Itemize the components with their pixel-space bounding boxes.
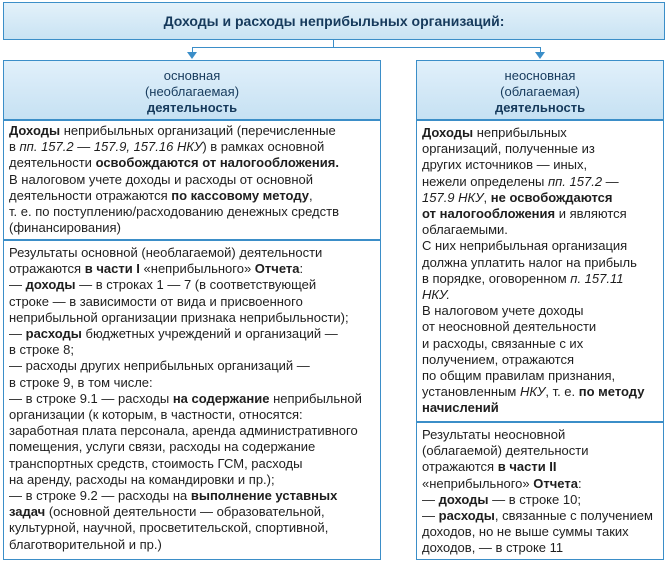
arrow-right [535,52,545,59]
text-segment: пп. 157.2 — 157.9, 157.16 НКУ [19,139,203,155]
arrow-left [187,52,197,59]
text-line [422,190,658,206]
text-segment: освобождаются от налогообложения. [95,155,339,171]
text-line [9,537,375,553]
text-segment: С них неприбыльная организация [422,238,628,254]
text-segment: должна уплатить налог на прибыль [422,254,637,270]
text-segment: от налогообложения [422,206,556,222]
text-segment: установленным [422,384,520,400]
text-line [9,472,375,488]
text-line [422,125,658,141]
text-line [422,368,658,384]
text-line [422,222,658,238]
text-line [422,400,658,416]
text-segment: в строке 9, в том числе: [9,374,153,390]
text-segment: и расходы, связанные с их [422,335,584,351]
text-segment: (облагаемая) [500,84,580,99]
text-line [9,391,375,407]
text-line [422,476,658,492]
text-segment: неприбыльных [473,125,567,140]
text-line [9,358,375,374]
text-line [9,155,375,171]
text-segment: — в строках 1 — 7 (в соответствующей [75,277,317,293]
diagram-title [3,2,665,40]
text-segment: нежели определены [422,173,548,189]
text-segment: — [422,491,439,507]
text-segment: : [299,261,304,277]
text-line [9,423,375,439]
text-segment: , [483,189,491,205]
text-line [9,342,375,358]
text-segment: организации (к которым, в частности, относятся: [9,407,303,423]
text-segment: неприбыльной организации признака неприбыльности); [9,309,349,325]
text-line [422,174,658,190]
text-segment: пп. 157.2 — [548,173,619,189]
text-line [9,504,375,520]
text-segment: : [577,475,582,491]
text-segment: деятельности [9,155,96,171]
text-segment: получением, отражаются [422,351,575,367]
text-segment: — в строке 9.2 — расходы на [9,488,191,504]
text-segment: в порядке, оговоренном [422,270,571,286]
text-segment: в части I [84,261,140,277]
text-line [422,319,658,335]
text-line [422,271,658,287]
text-segment: , [308,187,313,203]
text-line [9,139,375,155]
text-segment: по кассовому методу [171,187,309,203]
text-segment: в [9,139,20,155]
text-line [9,261,375,277]
text-segment: расходы [438,508,495,524]
text-line [422,287,658,303]
text-segment: Доходы и расходы неприбыльных организаций: [163,13,505,29]
text-segment: бюджетных учреждений и организаций — [81,326,338,342]
text-segment: по методу [578,384,645,400]
connector-horizontal [192,47,540,48]
text-line [9,172,375,188]
text-line [9,220,375,236]
text-segment: «неприбыльного» [422,475,534,491]
text-segment: — [9,277,26,293]
text-segment: выполнение уставных [190,488,338,504]
text-segment: Результаты основной (необлагаемой) деятельности [9,245,323,260]
secondary-activity-report-box [416,422,664,560]
text-segment: неприбыльной [269,390,362,406]
text-line [9,375,375,391]
text-segment: Результаты неосновной [422,427,566,442]
text-segment: и являются [555,206,627,222]
text-segment: 157.9 НКУ [422,189,484,205]
text-segment: (финансирования) [9,220,121,236]
text-line [9,488,375,504]
text-segment: по общим правилам признания, [422,368,616,384]
text-segment: расходы [25,326,82,342]
text-line [422,336,658,352]
text-segment: В налоговом учете доходы [422,303,584,319]
text-line [422,524,658,540]
text-segment: п. 157.11 [570,270,624,286]
text-line [422,540,658,556]
text-line [422,238,658,254]
text-segment: других источников — иных, [422,157,588,173]
text-segment: доходов, — в строке 11 [422,540,564,556]
main-activity-header [3,60,381,120]
text-line [9,188,375,204]
text-segment: деятельность [146,100,238,115]
text-segment: заработная плата персонала, аренда административного [9,423,358,439]
text-segment: ) в рамках основной [202,139,325,155]
text-segment: неосновная [504,68,576,83]
text-line [422,206,658,222]
text-segment: организаций, полученные из [422,141,595,157]
text-line [422,384,658,400]
text-line [422,352,658,368]
text-line [9,245,375,261]
text-segment: НКУ [519,384,546,400]
text-segment: строке — в зависимости от вида и присвоенного [9,293,303,309]
text-line [9,407,375,423]
text-line [422,157,658,173]
text-line [9,294,375,310]
text-segment: в части II [497,459,557,475]
text-segment: на содержание [172,390,270,406]
text-line [422,141,658,157]
text-segment: т. е. по поступлению/расходованию денежных средств [9,204,339,220]
text-segment: доходы [438,491,489,507]
text-line [9,520,375,536]
text-segment: НКУ. [422,287,450,303]
text-line [9,123,375,139]
text-segment: В налоговом учете доходы и расходы от основной [9,171,314,187]
text-segment: Отчета [254,261,300,277]
text-segment: начислений [422,400,499,416]
text-segment: — в строке 9.1 — расходы [9,390,173,406]
text-segment: — [9,326,26,342]
text-segment: — [422,508,439,524]
text-line [422,255,658,271]
text-segment: Доходы [422,125,474,140]
text-segment: основная [163,68,221,83]
main-activity-income-box [3,120,381,240]
text-segment: в строке 8; [9,342,74,358]
main-activity-report-box [3,240,381,560]
text-segment: Отчета [533,475,578,491]
text-line [9,204,375,220]
text-segment: облагаемыми. [422,222,508,238]
text-segment: благотворительной и пр.) [9,536,162,552]
text-segment: помещения, услуги связи, расходы на содержание [9,439,316,455]
text-segment: «неприбыльного» [139,261,255,277]
text-segment: деятельности отражаются [9,187,172,203]
text-line [422,492,658,508]
text-segment: задач [9,504,46,520]
text-segment: транспортных средств, стоимость ГСМ, расходы [9,455,303,471]
text-segment: на аренду, расходы на командировки и пр.); [9,471,275,487]
text-segment: отражаются [422,459,498,475]
text-segment: (необлагаемая) [144,84,240,99]
text-segment: доходы [25,277,76,293]
text-segment: Доходы [9,123,61,138]
text-segment: (облагаемой) деятельности [422,443,589,459]
secondary-activity-income-box [416,120,664,422]
text-line [9,310,375,326]
text-line [9,439,375,455]
text-line [422,508,658,524]
text-segment: культурной, научной, просветительской, спортивной, [9,520,329,536]
text-segment: деятельность [494,100,586,115]
text-segment: доходов, но не выше суммы таких [422,524,629,540]
text-segment: — в строке 10; [488,491,581,507]
text-segment: (основной деятельности — образовательной, [45,504,325,520]
text-line [422,459,658,475]
text-line [422,303,658,319]
text-line [9,326,375,342]
text-segment: не освобождаются [490,189,613,205]
text-segment: неприбыльных организаций (перечисленные [60,123,336,138]
text-segment: , т. е. [545,384,579,400]
text-segment: от неосновной деятельности [422,319,597,335]
text-segment: отражаются [9,261,85,277]
text-segment: , связанные с получением [494,508,653,524]
text-segment: — расходы других неприбыльных организаций — [9,358,310,374]
text-line [9,456,375,472]
text-line [422,427,658,443]
secondary-activity-header [416,60,664,120]
text-line [422,443,658,459]
text-line [9,277,375,293]
